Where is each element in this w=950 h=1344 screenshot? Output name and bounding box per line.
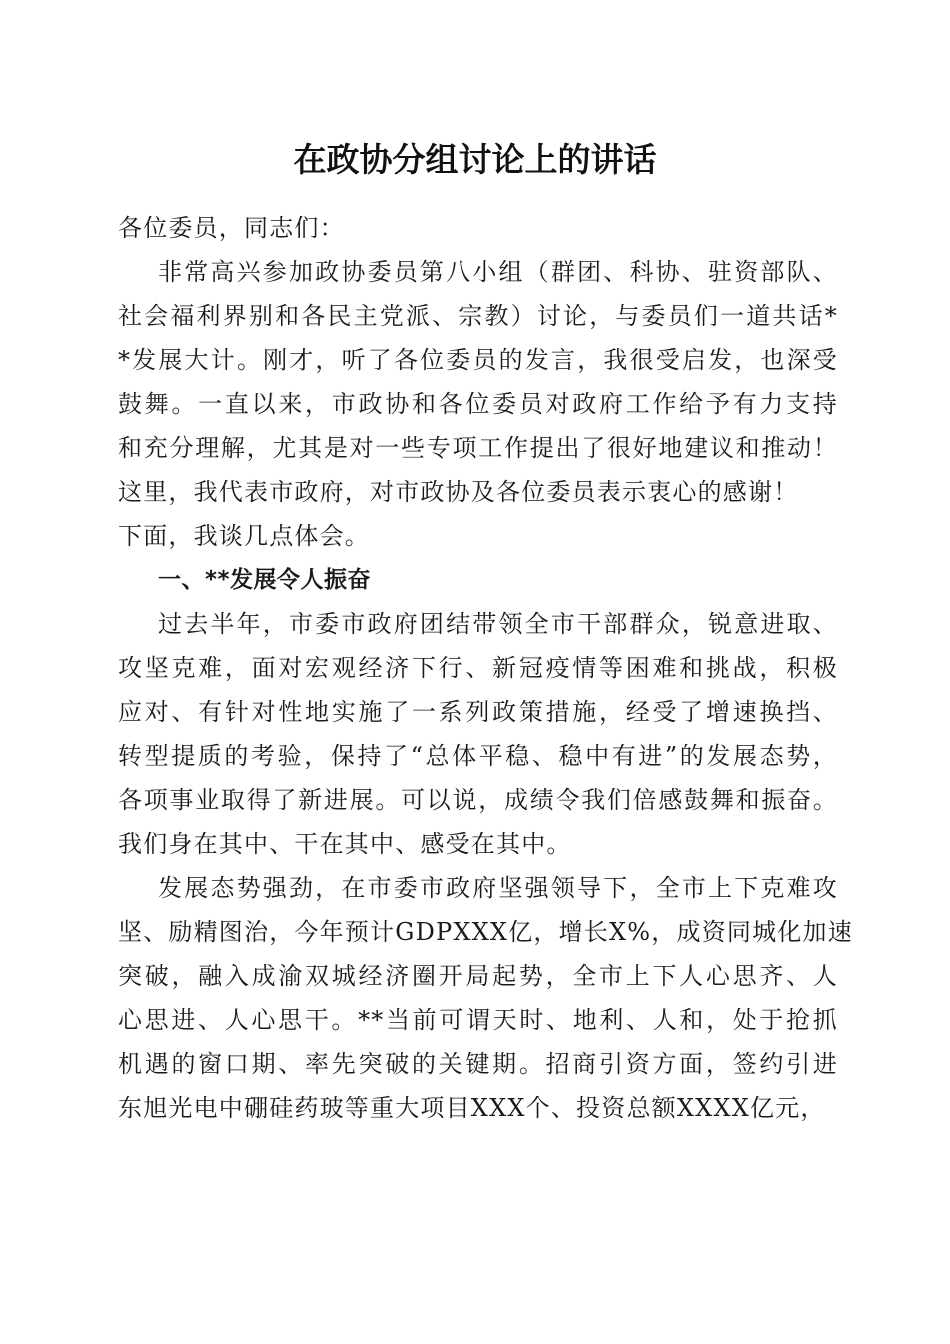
paragraph-line: 下面，我谈几点体会。 (118, 522, 370, 550)
paragraph-line: 东旭光电中硼硅药玻等重大项目XXX个、投资总额XXXX亿元， (118, 1094, 826, 1122)
paragraph-line: 各项事业取得了新进展。可以说，成绩令我们倍感鼓舞和振奋。 (118, 786, 838, 814)
paragraph-line: 机遇的窗口期、率先突破的关键期。招商引资方面，签约引进 (118, 1050, 838, 1078)
paragraph-line: *发展大计。刚才，听了各位委员的发言，我很受启发，也深受 (118, 346, 838, 374)
paragraph-line: 攻坚克难，面对宏观经济下行、新冠疫情等困难和挑战，积极 (118, 654, 838, 682)
paragraph-line: 过去半年，市委市政府团结带领全市干部群众，锐意进取、 (158, 610, 838, 638)
paragraph-line: 突破，融入成渝双城经济圈开局起势，全市上下人心思齐、人 (118, 962, 838, 990)
paragraph-line: 鼓舞。一直以来，市政协和各位委员对政府工作给予有力支持 (118, 390, 838, 418)
paragraph-line: 这里，我代表市政府，对市政协及各位委员表示衷心的感谢！ (118, 478, 799, 506)
section-heading: 一、**发展令人振奋 (158, 567, 372, 593)
document-title: 在政协分组讨论上的讲话 (293, 140, 657, 179)
paragraph-line: 我们身在其中、干在其中、感受在其中。 (118, 830, 572, 858)
paragraph-line: 心思进、人心思干。**当前可谓天时、地利、人和，处于抢抓 (118, 1006, 838, 1034)
paragraph-line: 应对、有针对性地实施了一系列政策措施，经受了增速换挡、 (118, 698, 838, 726)
document-body (118, 206, 853, 1130)
salutation: 各位委员，同志们： (118, 214, 345, 242)
paragraph-line: 坚、励精图治，今年预计GDPXXX亿，增长X%，成资同城化加速 (118, 918, 853, 946)
paragraph-line: 社会福利界别和各民主党派、宗教）讨论，与委员们一道共话* (118, 302, 838, 330)
paragraph-line: 发展态势强劲，在市委市政府坚强领导下，全市上下克难攻 (158, 874, 838, 902)
paragraph-line: 非常高兴参加政协委员第八小组（群团、科协、驻资部队、 (158, 258, 838, 286)
paragraph-line: 和充分理解，尤其是对一些专项工作提出了很好地建议和推动！ (118, 434, 838, 462)
paragraph-line: 转型提质的考验，保持了“总体平稳、稳中有进”的发展态势， (118, 742, 838, 770)
